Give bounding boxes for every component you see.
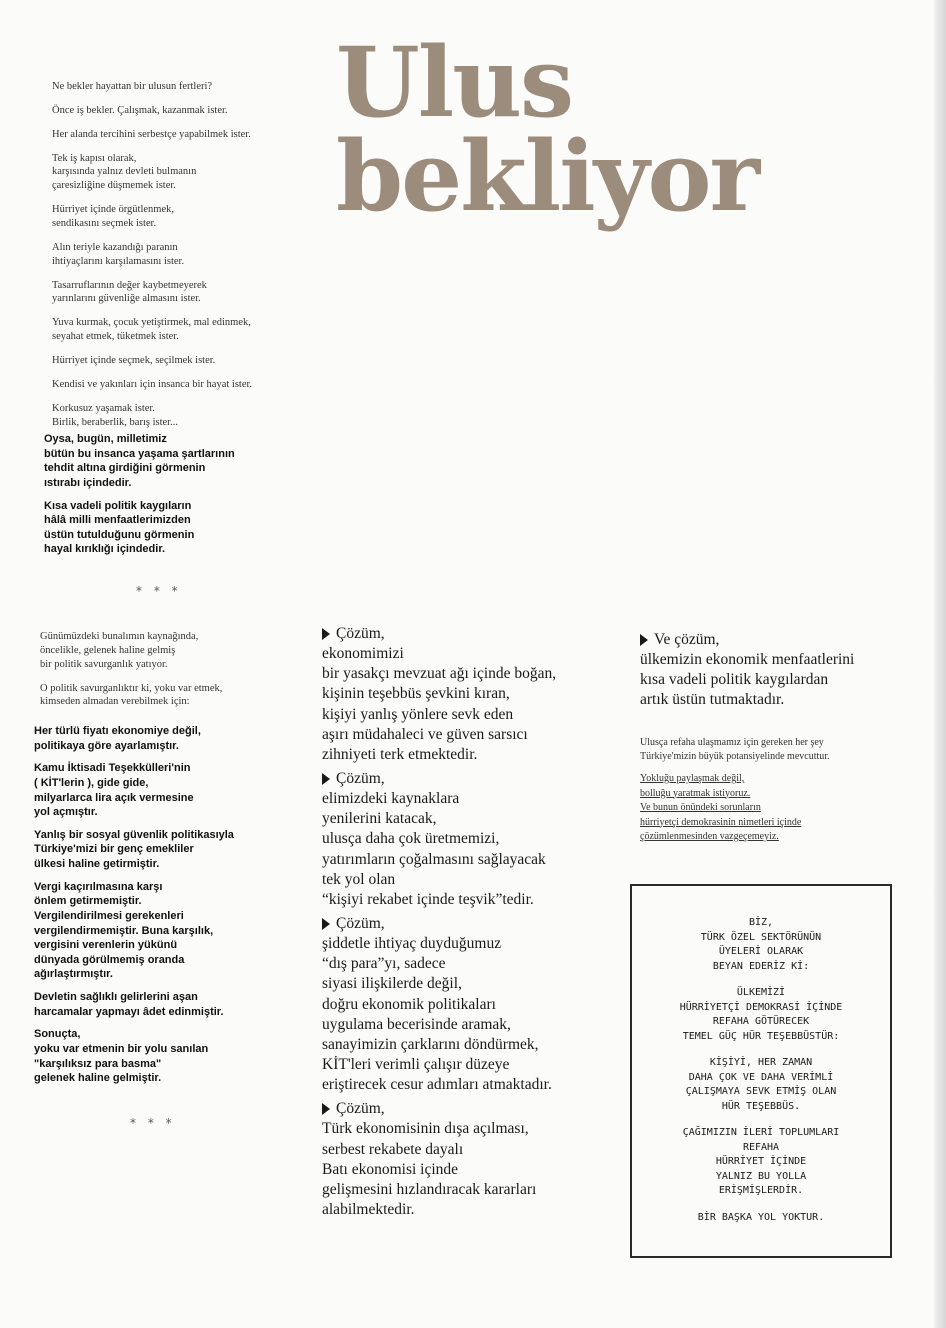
solution-block: [322, 914, 612, 1095]
page-edge-shadow: [934, 0, 946, 1328]
lower-small-paragraph: O politik savurganlıktır ki, yoku var etmek, kimseden almadan verebilmek için:: [40, 682, 223, 708]
final-solution: [640, 630, 920, 711]
underlined-line: hürriyetçi demokrasinin nimetleri içinde: [640, 816, 802, 828]
intro-bold-paragraph: Oysa, bugün, milletimiz bütün bu insanca yaşama şartlarının tehdit altına girdiğini görmenin ıstırabı içindedir.: [44, 433, 235, 489]
solutions-column: [322, 624, 612, 1224]
intro-bold-section: [44, 432, 314, 565]
declaration-paragraph: BİZ, TÜRK ÖZEL SEKTÖRÜNÜN ÜYELERİ OLARAK BEYAN EDERİZ Kİ:: [700, 917, 822, 972]
headline: [336, 26, 796, 234]
solution-body: şiddetle ihtiyaç duyduğumuz “dış para”yı, sadece siyasi ilişkilerde değil, doğru ekonomik politikaları uygulama becerisinde aramak, sanayimizin çarklarını döndürmek, KİT'leri verimli çalışır düzeye eriştirecek cesur adımları atmaktadır.: [322, 935, 552, 1094]
intro-bold-paragraph: Kısa vadeli politik kaygıların hâlâ milli menfaatlerimizden üstün tutulduğunu görmenin hayal kırıklığı içindedir.: [44, 499, 195, 556]
declaration-box: [630, 884, 892, 1258]
triangle-bullet-icon: [322, 1103, 330, 1115]
final-solution-body: ülkemizin ekonomik menfaatlerini kısa vadeli politik kaygılardan artık üstün tutmaktadır.: [640, 651, 855, 709]
triangle-bullet-icon: [322, 773, 330, 785]
intro-line: Tasarruflarının değer kaybetmeyerek yarınlarını güvenliğe almasını ister.: [52, 279, 207, 305]
solution-body: elimizdeki kaynaklara yenilerini katacak, ulusça daha çok üretmemizi, yatırımların çoğalmasını sağlayacak tek yol olan “kişiyi rekabet içinde teşvik”tedir.: [322, 790, 546, 908]
solution-body: Türk ekonomisinin dışa açılması, serbest rekabete dayalı Batı ekonomisi içinde gelişmesini hızlandıracak kararları alabilmektedir.: [322, 1120, 537, 1218]
intro-line: Önce iş bekler. Çalışmak, kazanmak ister.: [52, 104, 228, 116]
intro-line: Yuva kurmak, çocuk yetiştirmek, mal edinmek, seyahat etmek, tüketmek ister.: [52, 317, 251, 343]
solution-body: ekonomimizi bir yasakçı mevzuat ağı içinde boğan, kişinin teşebbüs şevkini kıran, kişiyi yanlış yönlere sevk eden aşırı müdahaleci ve güven sarsıcı zihniyeti terk etmektedir.: [322, 645, 557, 763]
final-solution-heading: Ve çözüm,: [654, 631, 720, 648]
separator-stars-bottom: * * *: [130, 1116, 176, 1130]
underlined-note: [640, 772, 900, 845]
triangle-bullet-icon: [322, 918, 330, 930]
underlined-line: bolluğu yaratmak istiyoruz.: [640, 787, 751, 799]
lower-bold-section: [34, 724, 324, 1094]
intro-line: Ne bekler hayattan bir ulusun fertleri?: [52, 81, 213, 92]
intro-line: Tek iş kapısı olarak, karşısında yalnız devleti bulmanın çaresizliğine düşmemek ister.: [52, 152, 197, 192]
solution-heading: Çözüm,: [336, 914, 385, 932]
solution-heading: Çözüm,: [336, 625, 385, 642]
lower-bold-paragraph: Sonuçta, yoku var etmenin bir yolu sanılan "karşılıksız para basma" gelenek haline gelmiştir.: [34, 1028, 209, 1085]
solution-heading: Çözüm,: [336, 769, 385, 787]
lower-small-paragraph: Günümüzdeki bunalımın kaynağında, öncelikle, gelenek haline gelmiş bir politik savurganlık yatıyor.: [40, 631, 199, 670]
declaration-paragraph: BİR BAŞKA YOL YOKTUR.: [697, 1211, 825, 1223]
solution-block: [322, 624, 612, 765]
intro-line: Hürriyet içinde örgütlenmek, sendikasını seçmek ister.: [52, 204, 174, 230]
lower-bold-paragraph: Her türlü fiyatı ekonomiye değil, politikaya göre ayarlamıştır.: [34, 725, 201, 752]
intro-line: Alın teriyle kazandığı paranın ihtiyaçlarını karşılamasını ister.: [52, 241, 185, 267]
triangle-bullet-icon: [640, 634, 648, 646]
solution-block: [322, 1099, 612, 1220]
triangle-bullet-icon: [322, 628, 330, 640]
intro-line: Kendisi ve yakınları için insanca bir hayat ister.: [52, 378, 253, 390]
declaration-paragraph: ÇAĞIMIZIN İLERİ TOPLUMLARI REFAHA HÜRRİYET İÇİNDE YALNIZ BU YOLLA ERİŞMİŞLERDİR.: [682, 1127, 840, 1196]
potential-note: Ulusça refaha ulaşmamız için gereken her şey Türkiye'mizin büyük potansiyelinde mevcuttur.: [640, 737, 830, 762]
declaration-paragraph: ÜLKEMİZİ HÜRRİYETÇİ DEMOKRASİ İÇİNDE REFAHA GÖTÜRECEK TEMEL GÜÇ HÜR TEŞEBBÜSTÜR:: [679, 987, 843, 1042]
lower-bold-paragraph: Yanlış bir sosyal güvenlik politikasıyla Türkiye'mizi bir genç emekliler ülkesi haline getirmiştir.: [34, 828, 234, 870]
underlined-line: Yokluğu paylaşmak değil,: [640, 773, 745, 784]
declaration-paragraph: KİŞİYİ, HER ZAMAN DAHA ÇOK VE DAHA VERİMLİ ÇALIŞMAYA SEVK ETMİŞ OLAN HÜR TEŞEBBÜS.: [685, 1057, 837, 1112]
lower-small-section: [40, 630, 320, 719]
solution-block: [322, 769, 612, 910]
lower-bold-paragraph: Devletin sağlıklı gelirlerini aşan harcamalar yapmayı âdet edinmiştir.: [34, 991, 224, 1018]
intro-section: [52, 80, 322, 439]
underlined-line: çözümlenmesinden vazgeçemeyiz.: [640, 831, 779, 842]
headline-line-1: Ulus: [336, 26, 573, 139]
headline-line-2: bekliyor: [336, 120, 759, 234]
solution-heading: Çözüm,: [336, 1100, 385, 1118]
intro-line: Korkusuz yaşamak ister. Birlik, beraberlik, barış ister...: [52, 402, 178, 428]
lower-bold-paragraph: Kamu İktisadi Teşekkülleri'nin ( KİT'lerin ), gide gide, milyarlarca lira açık vermesine yol açmıştır.: [34, 762, 194, 819]
separator-stars: * * *: [136, 584, 182, 598]
underlined-line: Ve bunun önündeki sorunların: [640, 802, 761, 813]
lower-bold-paragraph: Vergi kaçırılmasına karşı önlem getirmemiştir. Vergilendirilmesi gerekenleri vergilendirmemiştir. Buna karşılık, vergisini verenlerin yükünü dünyada görülmemiş oranda ağırlaştırmıştır.: [34, 880, 214, 981]
intro-line: Hürriyet içinde seçmek, seçilmek ister.: [52, 355, 216, 367]
intro-line: Her alanda tercihini serbestçe yapabilmek ister.: [52, 128, 251, 140]
